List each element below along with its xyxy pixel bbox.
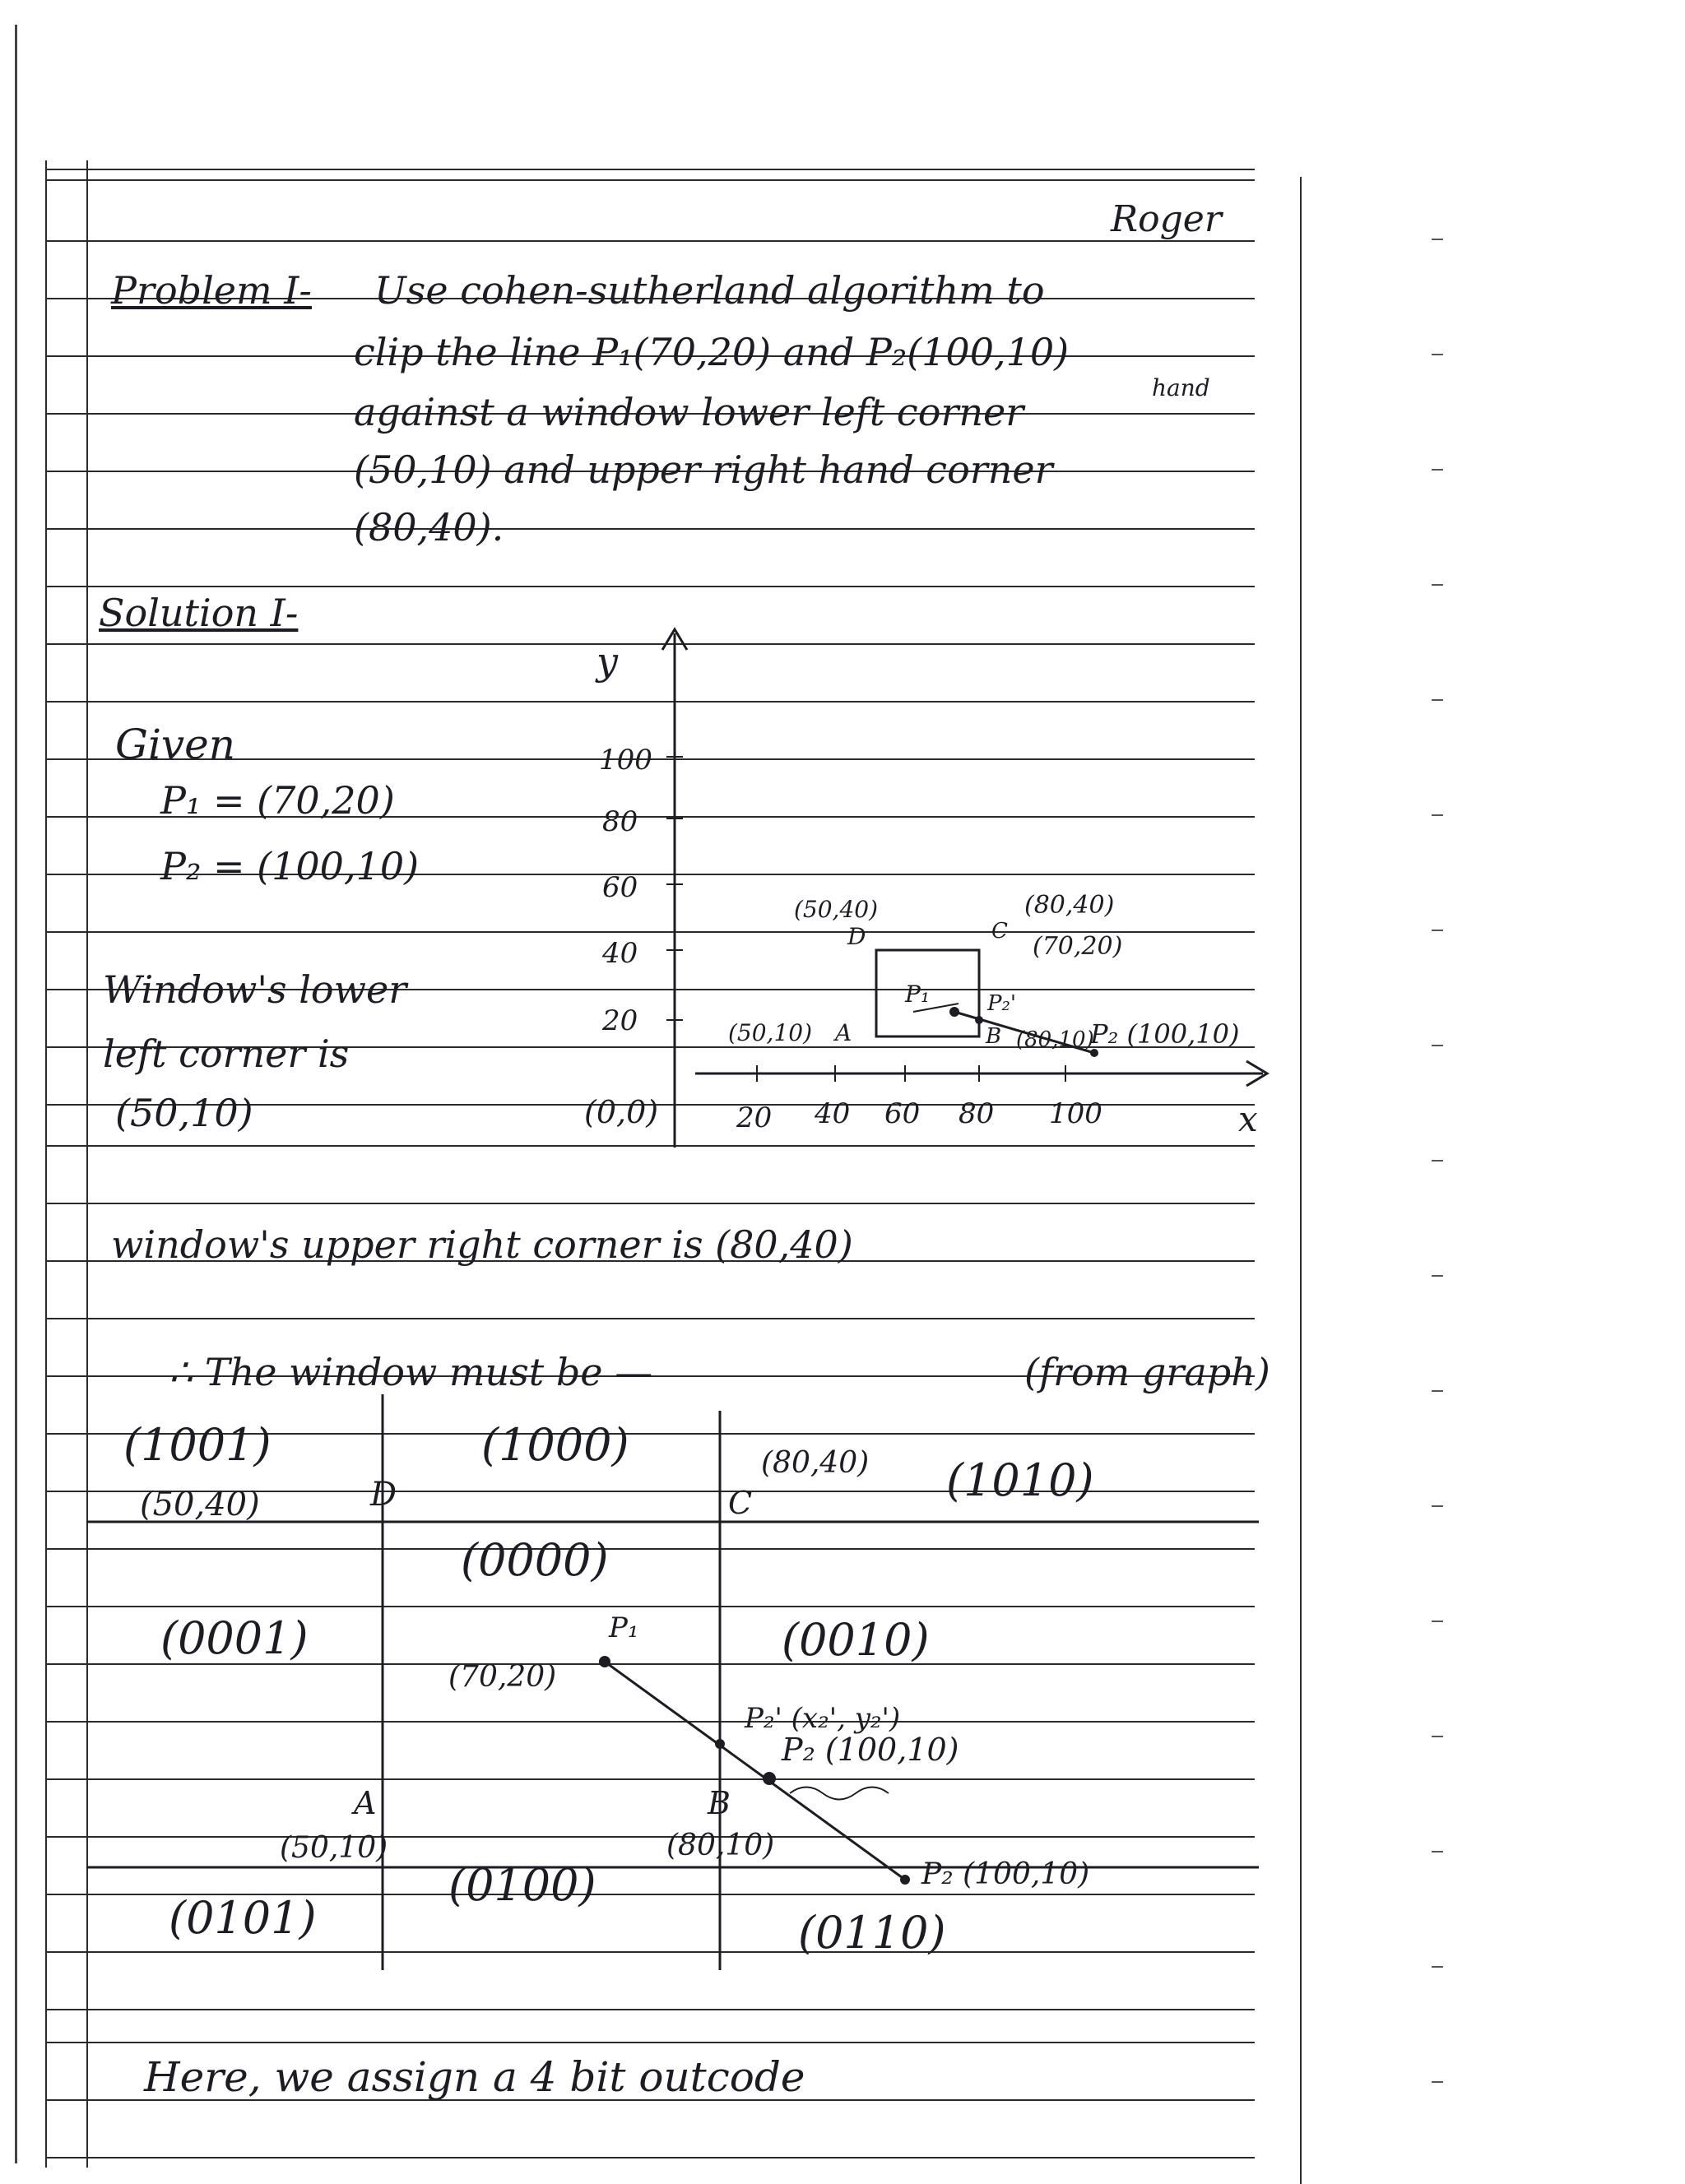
point-p2-prime-region xyxy=(715,1739,725,1749)
given-label: Given xyxy=(115,721,235,768)
p1-coord-region: (70,20) xyxy=(448,1660,557,1694)
region-0000: (0000) xyxy=(461,1534,609,1586)
window-lower-line-2: left corner is xyxy=(103,1032,350,1076)
y-tick-label: 60 xyxy=(602,871,638,904)
corner-a-label: A xyxy=(835,1019,852,1046)
y-tick-label: 80 xyxy=(602,805,638,838)
corner-a-coord-region: (50,10) xyxy=(280,1831,388,1865)
given-p2: P₂ = (100,10) xyxy=(160,844,420,888)
window-lower-value: (50,10) xyxy=(115,1091,253,1135)
point-p2-far xyxy=(900,1875,910,1885)
x-tick-label: 20 xyxy=(736,1101,773,1134)
p1-coord-label: (70,20) xyxy=(1033,932,1123,961)
problem-line-1: Use cohen-sutherland algorithm to xyxy=(374,268,1045,313)
y-axis-label: y xyxy=(596,639,618,684)
corner-b-label: B xyxy=(986,1024,1002,1049)
corner-c-label: C xyxy=(991,919,1008,944)
problem-line-5: (80,40). xyxy=(354,505,504,549)
problem-line-4: (50,10) and upper right hand corner xyxy=(354,447,1053,492)
region-1000: (1000) xyxy=(481,1419,629,1471)
p1-label-region: P₁ xyxy=(609,1611,639,1644)
y-tick-label: 100 xyxy=(599,744,652,777)
corner-b-coord: (80,10) xyxy=(1016,1027,1094,1052)
corner-c-coord: (80,40) xyxy=(1024,891,1115,920)
corner-d-label-region: D xyxy=(370,1476,397,1514)
point-p1-region xyxy=(599,1656,610,1667)
region-0101: (0101) xyxy=(169,1892,317,1944)
region-0001: (0001) xyxy=(160,1612,309,1664)
corner-d-label: D xyxy=(847,923,866,950)
problem-insert-word: hand xyxy=(1152,374,1210,401)
p2-label: P₂ (100,10) xyxy=(1090,1018,1240,1050)
scribble-mark xyxy=(790,1788,889,1800)
x-tick-label: 40 xyxy=(815,1097,851,1130)
author-name: Roger xyxy=(1111,198,1222,240)
corner-a-label-region: A xyxy=(354,1785,377,1821)
region-0110: (0110) xyxy=(798,1907,946,1959)
problem-line-3: against a window lower left corner xyxy=(354,390,1024,434)
solution-label: Solution I- xyxy=(99,591,299,635)
corner-b-coord-region: (80,10) xyxy=(666,1829,775,1862)
corner-d-coord: (50,40) xyxy=(794,896,879,923)
therefore-statement: ∴ The window must be — xyxy=(169,1350,653,1394)
region-1001: (1001) xyxy=(123,1419,272,1471)
p2-label-region: P₂ (100,10) xyxy=(782,1732,959,1768)
window-upper-statement: window's upper right corner is (80,40) xyxy=(111,1222,853,1267)
point-p2-region xyxy=(763,1772,776,1785)
x-tick-label: 60 xyxy=(884,1097,921,1130)
y-tick-label: 40 xyxy=(602,937,638,970)
from-graph-note: (from graph) xyxy=(1024,1350,1270,1394)
x-tick-label: 100 xyxy=(1049,1097,1102,1130)
corner-b-label-region: B xyxy=(708,1785,731,1821)
corner-a-coord: (50,10) xyxy=(728,1019,813,1046)
p2-prime-label: P₂' xyxy=(987,991,1017,1016)
region-0010: (0010) xyxy=(782,1614,930,1666)
given-p1: P₁ = (70,20) xyxy=(160,778,395,823)
region-1010: (1010) xyxy=(946,1454,1094,1506)
problem-line-2: clip the line P₁(70,20) and P₂(100,10) xyxy=(354,330,1070,374)
x-tick-label: 80 xyxy=(959,1097,995,1130)
p2-prime-label-region: P₂' (x₂', y₂') xyxy=(745,1702,901,1735)
region-0100: (0100) xyxy=(448,1859,596,1911)
window-lower-line-1: Window's lower xyxy=(103,967,407,1012)
corner-d-coord-region: (50,40) xyxy=(140,1486,260,1523)
footer-statement: Here, we assign a 4 bit outcode xyxy=(144,2053,805,2101)
problem-label: Problem I- xyxy=(111,268,312,313)
corner-c-coord-region: (80,40) xyxy=(761,1446,870,1480)
x-axis-label: x xyxy=(1238,1099,1258,1139)
y-tick-label: 20 xyxy=(602,1004,638,1037)
corner-c-label-region: C xyxy=(728,1485,753,1521)
p1-label: P₁ xyxy=(905,981,931,1008)
p2-far-label-region: P₂ (100,10) xyxy=(921,1857,1090,1891)
origin-label: (0,0) xyxy=(584,1094,659,1130)
